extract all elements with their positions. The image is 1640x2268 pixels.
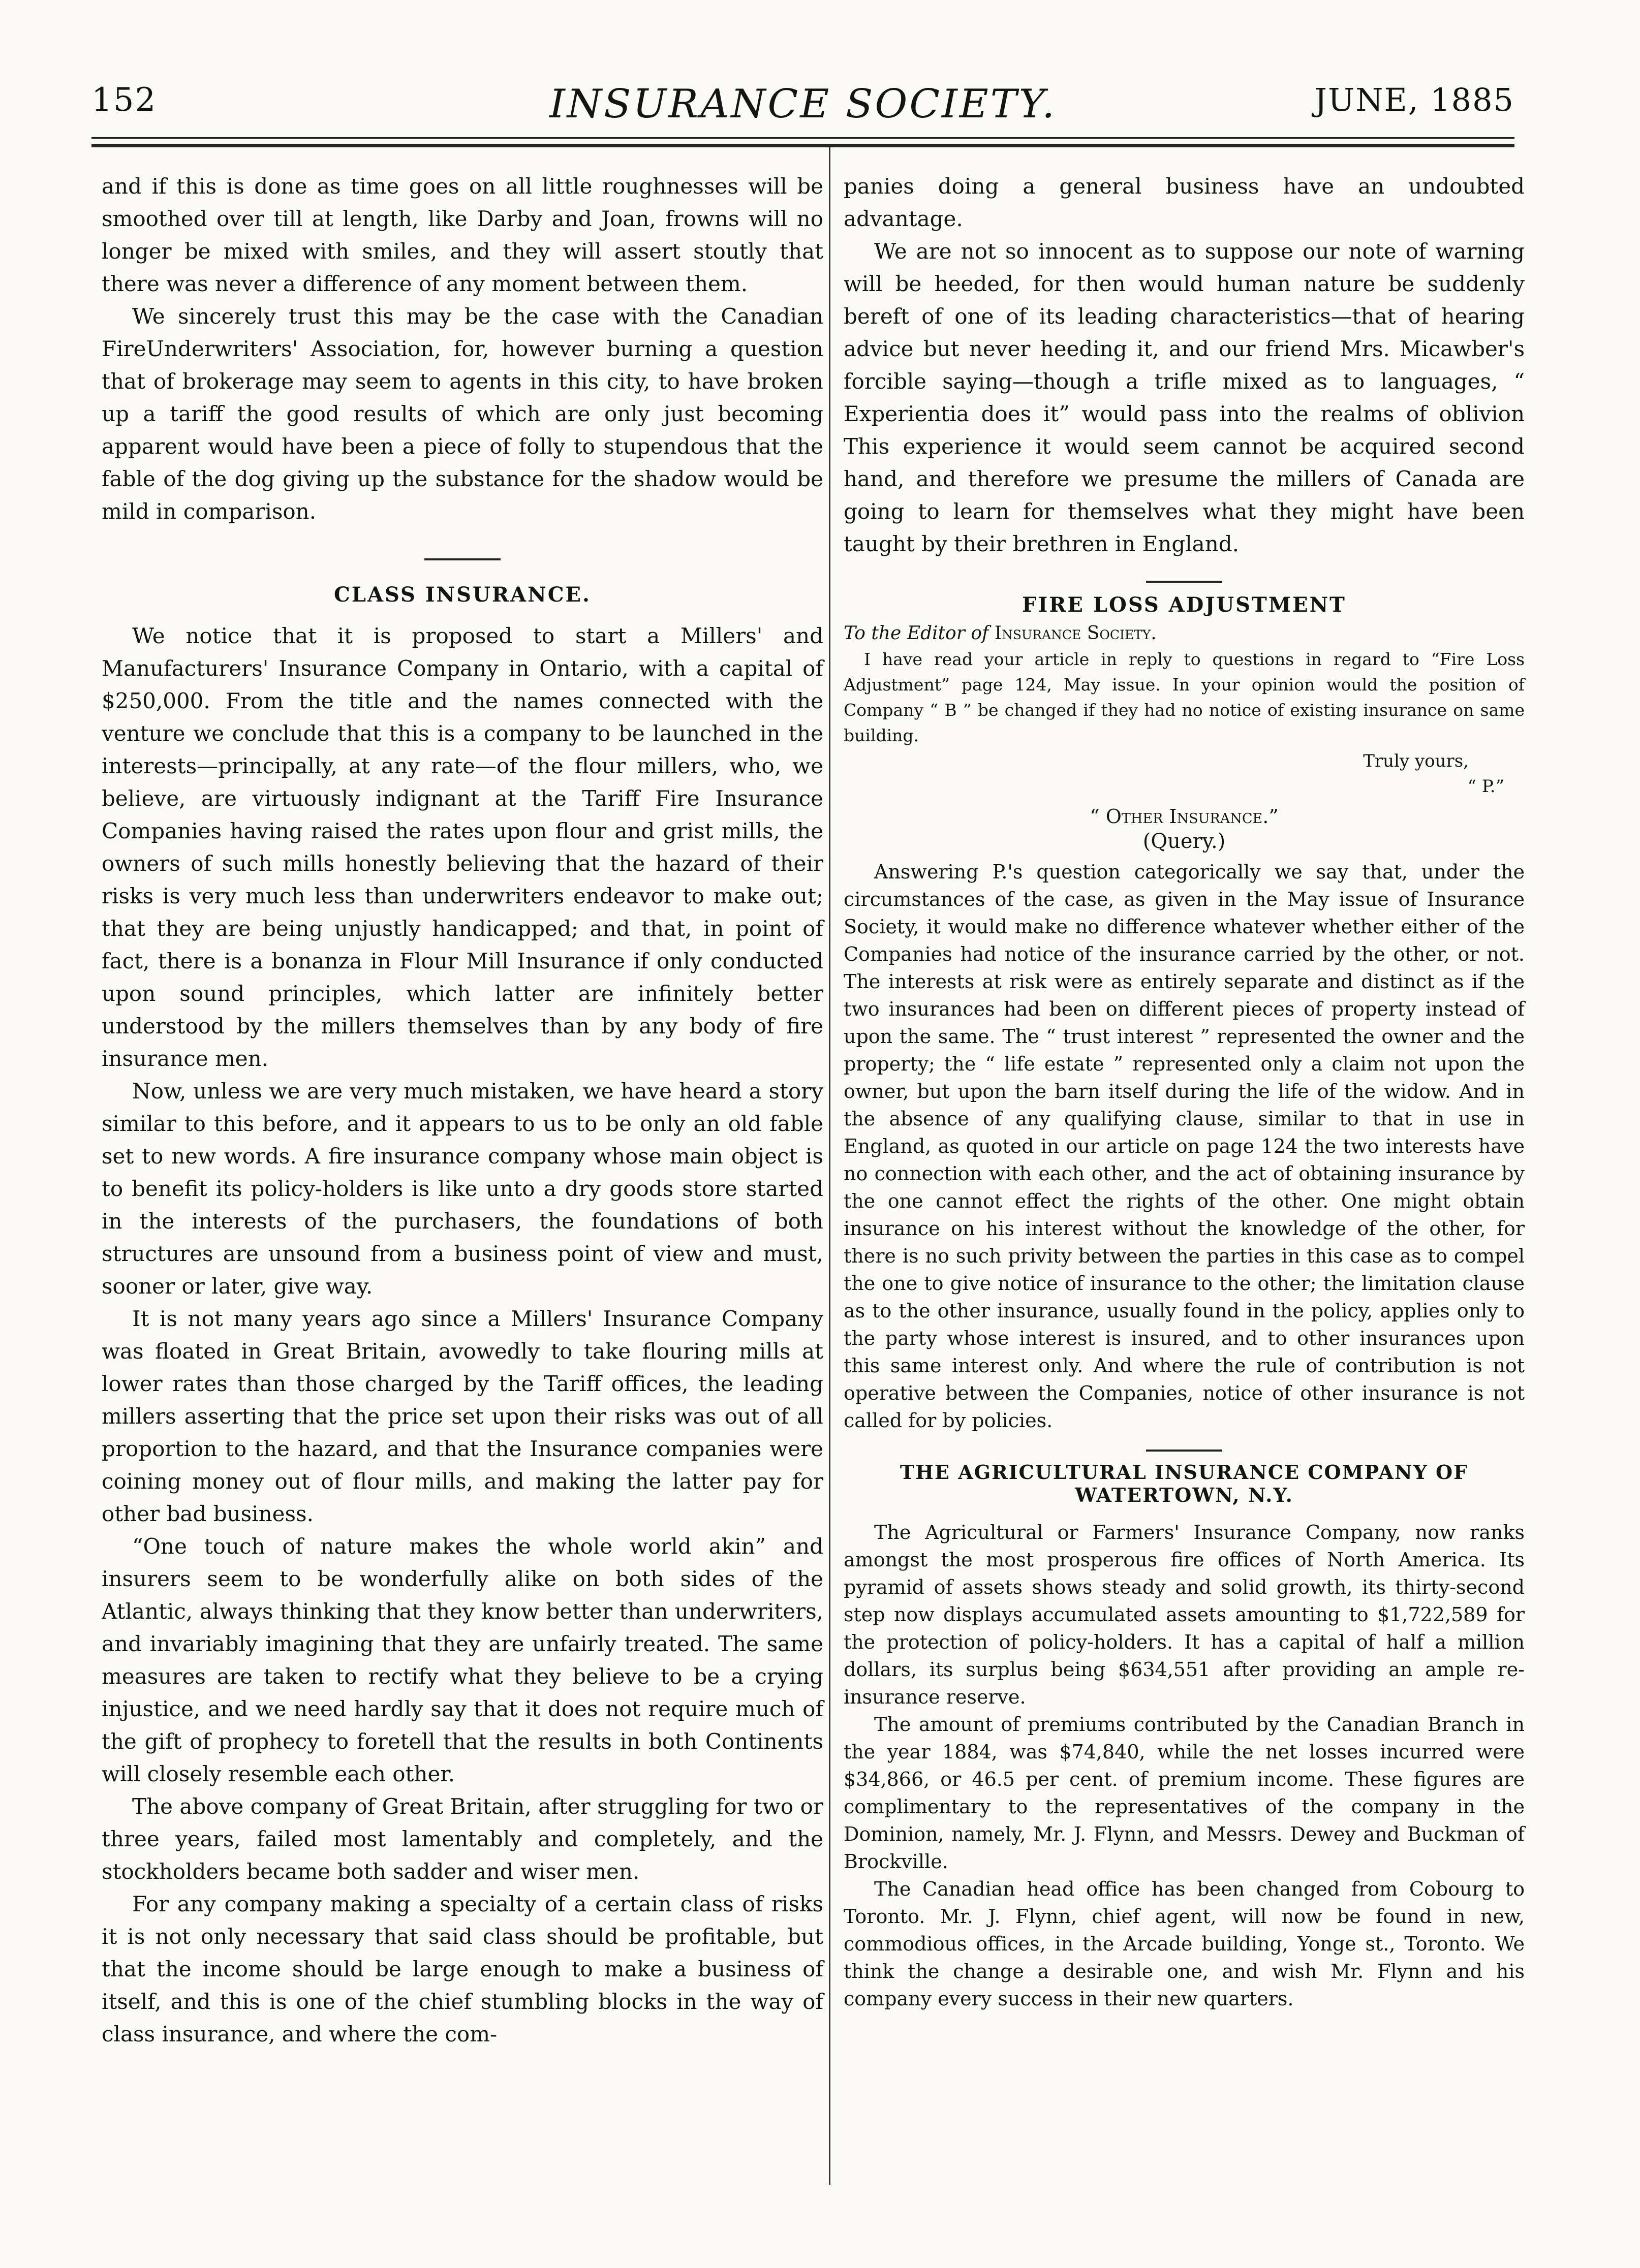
page-header [91, 81, 1514, 137]
editor-address-prefix: To the Editor of [844, 623, 989, 644]
paragraph: We notice that it is proposed to start a Millers' and Manufacturers' Insurance Company in Ontario, with a capital of $250,000. From the title and the names connected with the venture we conclude that this is a company to be launched in the interests—principally, at any rate—of the flour millers, who, we believe, are virtuously indignant at the Tariff Fire Insurance Companies having raised the rates upon flour and grist mills, the owners of such mills honestly believing that the hazard of their risks is very much less than underwriters endeavor to make out; that they are being unjustly handicapped; and that, in point of fact, there is a bonanza in Flour Mill Insurance if only conducted upon sound principles, which latter are infinitely better understood by the millers themselves than by any body of fire insurance men. [102, 623, 823, 1071]
query-subtitle: (Query.) [1142, 830, 1226, 853]
page-number: 152 [91, 81, 157, 119]
paragraph: “One touch of nature makes the whole world akin” and insurers seem to be wonderfully alike on both sides of the Atlantic, always thinking that they know better than underwriters, and invariably imagining that they are unfairly treated. The same measures are taken to rectify what they believe to be a crying injustice, and we need hardly say that it does not require much of the gift of prophecy to foretell that the results in both Continents will closely resemble each other. [102, 1534, 823, 1786]
query-title: “ Other Insurance.” [1090, 805, 1279, 828]
paragraph: The Canadian head office has been changed from Cobourg to Toronto. Mr. J. Flynn, chief agent, will now be found in new, commodious offices, in the Arcade building, Yonge st., Toronto. We think the change a desirable one, and wish Mr. Flynn and his company every success in their new quarters. [844, 1878, 1525, 2010]
column-divider [829, 147, 830, 2185]
agricultural-heading-line-2: WATERTOWN, N.Y. [1075, 1484, 1293, 1506]
paragraph: The amount of premiums contributed by the Canadian Branch in the year 1884, was $74,840, while the net losses incurred were $34,866, or 46.5 per cent. of premium income. These figures are complimentary to the representatives of the company in the Dominion, namely, Mr. J. Flynn, and Messrs. Dewey and Buckman of Brockville. [844, 1713, 1525, 1873]
letter-text: I have read your article in reply to questions in regard to “Fire Loss Adjustment” page 124, May issue. In your opinion would the position of Company “ B ” be changed if they had no notice of existing insurance on same building. [844, 649, 1525, 745]
editor-address-name: Insurance Society. [994, 623, 1157, 644]
header-rule [91, 137, 1514, 139]
letter-signature: “ P.” [1467, 776, 1504, 797]
paragraph: panies doing a general business have an undoubted advantage. [844, 174, 1525, 231]
paragraph: The Agricultural or Farmers' Insurance Company, now ranks amongst the most prosperous fire offices of North America. Its pyramid of assets shows steady and solid growth, its thirty-second step now displays accumulated assets amounting to $1,722,589 for the protection of policy-holders. It has a capital of half a million dollars, its surplus being $634,551 after providing an ample re-insurance reserve. [844, 1521, 1525, 1708]
letter-signoff: Truly yours, [1363, 751, 1469, 771]
editor-address [844, 623, 1525, 644]
paragraph: We are not so innocent as to suppose our note of warning will be heeded, for then would human nature be suddenly bereft of one of its leading characteristics—that of hearing advice but never heeding it, and our friend Mrs. Micawber's forcible saying—though a trifle mixed as to languages, “ Experientia does it” would pass into the realms of oblivion This experience it would seem cannot be acquired second hand, and therefore we presume the millers of Canada are going to learn for themselves what they might have been taught by their brethren in England. [844, 239, 1525, 556]
fire-loss-heading: FIRE LOSS ADJUSTMENT [1022, 593, 1346, 617]
header-rule-thick [91, 144, 1514, 147]
paragraph: For any company making a specialty of a certain class of risks it is not only necessary that said class should be profitable, but that the income should be large enough to make a business of itself, and this is one of the chief stumbling blocks in the way of class insurance, and where the com- [102, 1892, 823, 2046]
right-column [844, 170, 1525, 2012]
left-column [102, 170, 823, 2051]
paragraph: Now, unless we are very much mistaken, we have heard a story similar to this before, and it appears to us to be only an old fable set to new words. A fire insurance company whose main object is to benefit its policy-holders is like unto a dry goods store started in the interests of the purchasers, the foundations of both structures are unsound from a business point of view and must, sooner or later, give way. [102, 1079, 823, 1299]
class-insurance-heading: CLASS INSURANCE. [334, 583, 591, 607]
answer-text: Answering P.'s question categorically we say that, under the circumstances of the case, as given in the May issue of Insurance Society, it would make no difference whatever whether either of the Companies had notice of the insurance carried by the other, or not. The interests at risk were as entirely separate and distinct as if the two insurances had been on different pieces of property instead of upon the same. The “ trust interest ” represented the owner and the property; the “ life estate ” represented only a claim not upon the owner, but upon the barn itself during the life of the widow. And in the absence of any qualifying clause, similar to that in use in England, as quoted in our article on page 124 the two interests have no connection with each other, and the act of obtaining insurance by the one cannot effect the rights of the other. One might obtain insurance on his interest without the knowledge of the other, for there is no such privity between the parties in this case as to compel the one to give notice of insurance to the other; the limitation clause as to the other insurance, usually found in the policy, applies only to the party whose interest is insured, and to other insurances upon this same interest only. And where the rule of contribution is not operative between the Companies, notice of other insurance is not called for by policies. [844, 861, 1525, 1432]
issue-date: JUNE, 1885 [1314, 81, 1514, 118]
paragraph: It is not many years ago since a Millers' Insurance Company was floated in Great Britain, avowedly to take flouring mills at lower rates than those charged by the Tariff offices, the leading millers asserting that the price set upon their risks was out of all proportion to the hazard, and that the Insurance companies were coining money out of flour mills, and making the latter pay for other bad business. [102, 1306, 823, 1526]
paragraph: and if this is done as time goes on all little roughnesses will be smoothed over till at length, like Darby and Joan, frowns will no longer be mixed with smiles, and they will assert stoutly that there was never a difference of any moment between them. [102, 174, 823, 296]
agricultural-heading-line-1: THE AGRICULTURAL INSURANCE COMPANY OF [900, 1461, 1469, 1484]
paragraph: The above company of Great Britain, after struggling for two or three years, failed most lamentably and completely, and the stockholders became both sadder and wiser men. [102, 1794, 823, 1884]
journal-title: INSURANCE SOCIETY. [549, 81, 1057, 127]
paragraph: We sincerely trust this may be the case with the Canadian FireUnderwriters' Association, for, however burning a question that of brokerage may seem to agents in this city, to have broken up a tariff the good results of which are only just becoming apparent would have been a piece of folly to stupendous that the fable of the dog giving up the substance for the shadow would be mild in comparison. [102, 304, 823, 524]
